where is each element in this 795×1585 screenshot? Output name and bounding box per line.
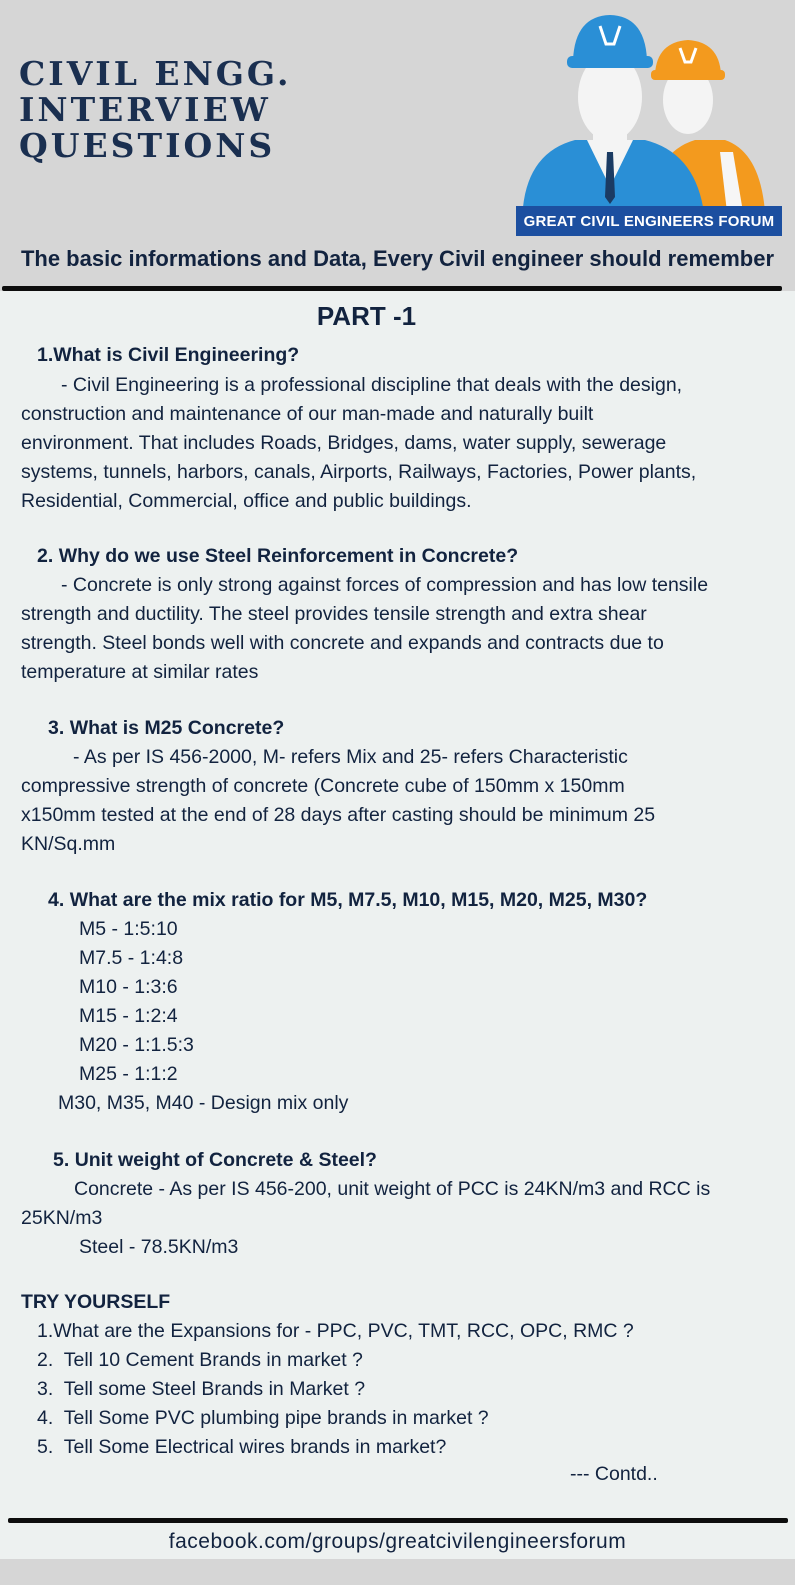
try-item-text: Tell 10 Cement Brands in market ?	[63, 1349, 363, 1371]
bottom-band	[0, 1559, 795, 1585]
mix-ratio-item: M25 - 1:1:2	[79, 1063, 178, 1085]
answer-line	[21, 371, 786, 400]
answer-3	[21, 743, 786, 859]
answer-line: compressive strength of concrete (Concrete cube of 150mm x 150mm	[21, 775, 625, 797]
question-title: What is M25 Concrete?	[69, 717, 285, 739]
part-heading: PART -1	[316, 301, 417, 331]
answer-line-text: - Concrete is only strong against forces of compression and has low tensile	[61, 574, 709, 596]
question-5	[53, 1149, 377, 1172]
mix-ratio-item: M7.5 - 1:4:8	[79, 947, 184, 969]
answer-line	[21, 571, 786, 600]
answer-line: strength and ductility. The steel provides tensile strength and extra shear	[21, 603, 647, 625]
continued-note: --- Contd..	[570, 1463, 658, 1485]
try-item-text: What are the Expansions for - PPC, PVC, TMT, RCC, OPC, RMC ?	[53, 1320, 634, 1342]
question-title: Why do we use Steel Reinforcement in Concrete?	[58, 545, 519, 567]
answer-line: Residential, Commercial, office and public buildings.	[21, 490, 472, 512]
question-3	[48, 717, 284, 740]
title-line-1: CIVIL ENGG.	[19, 54, 292, 93]
answer-line: x150mm tested at the end of 28 days after casting should be minimum 25	[21, 804, 656, 826]
concrete-weight-line: Concrete - As per IS 456-200, unit weight of PCC is 24KN/m3 and RCC is	[74, 1178, 711, 1200]
try-item-text: Tell some Steel Brands in Market ?	[63, 1378, 366, 1400]
try-item	[37, 1349, 363, 1372]
try-item-number: 2.	[37, 1349, 54, 1371]
answer-line-text: - As per IS 456-2000, M- refers Mix and 25- refers Characteristic	[73, 746, 628, 768]
try-yourself-heading: TRY YOURSELF	[21, 1291, 171, 1313]
subtitle: The basic informations and Data, Every Civil engineer should remember	[20, 246, 775, 271]
answer-2	[21, 571, 786, 687]
steel-weight-line: Steel - 78.5KN/m3	[79, 1236, 239, 1258]
question-2	[37, 545, 518, 568]
page-title	[19, 56, 291, 164]
try-item	[37, 1436, 446, 1459]
title-line-3: QUESTIONS	[19, 126, 276, 165]
question-number: 4.	[48, 889, 65, 911]
question-1	[37, 344, 299, 367]
mix-ratio-item: M20 - 1:1.5:3	[79, 1034, 194, 1056]
question-title: Unit weight of Concrete & Steel?	[74, 1149, 377, 1171]
try-item-text: Tell Some Electrical wires brands in market?	[63, 1436, 447, 1458]
mix-ratio-item: M10 - 1:3:6	[79, 976, 178, 998]
concrete-weight-line: 25KN/m3	[21, 1207, 103, 1229]
title-line-2: INTERVIEW	[19, 90, 271, 129]
question-number: 1.	[37, 344, 54, 366]
answer-line: temperature at similar rates	[21, 661, 259, 683]
question-title: What is Civil Engineering?	[53, 344, 300, 366]
divider-bottom	[8, 1518, 788, 1523]
try-item	[37, 1407, 489, 1430]
forum-badge: GREAT CIVIL ENGINEERS FORUM	[516, 206, 782, 236]
try-item-number: 3.	[37, 1378, 54, 1400]
question-title: What are the mix ratio for M5, M7.5, M10, M15, M20, M25, M30?	[69, 889, 648, 911]
try-item-text: Tell Some PVC plumbing pipe brands in market ?	[63, 1407, 489, 1429]
design-mix-note: M30, M35, M40 - Design mix only	[58, 1092, 349, 1114]
main-content	[0, 291, 795, 1559]
answer-line-text: - Civil Engineering is a professional discipline that deals with the design,	[61, 374, 683, 396]
answer-line: construction and maintenance of our man-made and naturally built	[21, 403, 594, 425]
try-item	[37, 1378, 365, 1401]
try-item	[37, 1320, 634, 1343]
answer-line: strength. Steel bonds well with concrete and expands and contracts due to	[21, 632, 664, 654]
header	[0, 0, 795, 290]
question-number: 5.	[53, 1149, 70, 1171]
mix-ratio-item: M5 - 1:5:10	[79, 918, 178, 940]
try-item-number: 5.	[37, 1436, 54, 1458]
engineers-logo	[515, 12, 783, 237]
answer-line: KN/Sq.mm	[21, 833, 116, 855]
facebook-group-url[interactable]: facebook.com/groups/greatcivilengineersforum	[168, 1530, 627, 1553]
answer-line	[21, 743, 786, 772]
answer-1	[21, 371, 786, 516]
question-number: 3.	[48, 717, 65, 739]
try-item-number: 1.	[37, 1320, 54, 1342]
mix-ratio-item: M15 - 1:2:4	[79, 1005, 178, 1027]
try-item-number: 4.	[37, 1407, 54, 1429]
answer-line: environment. That includes Roads, Bridges, dams, water supply, sewerage	[21, 432, 667, 454]
answer-line: systems, tunnels, harbors, canals, Airports, Railways, Factories, Power plants,	[21, 461, 697, 483]
question-4	[48, 889, 647, 912]
question-number: 2.	[37, 545, 54, 567]
